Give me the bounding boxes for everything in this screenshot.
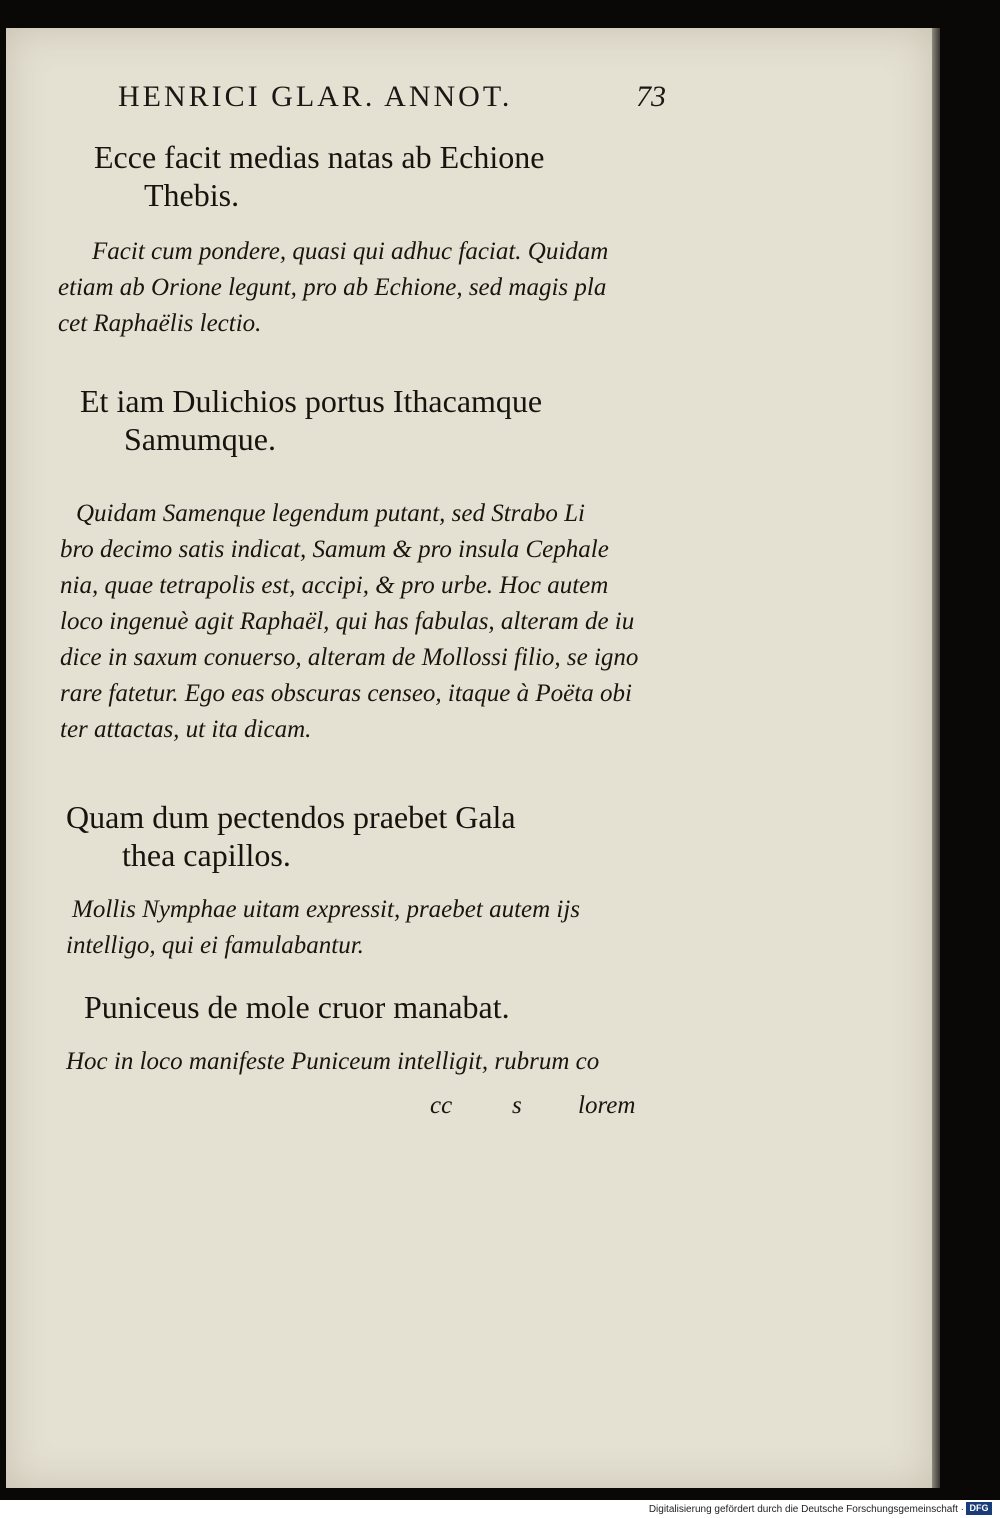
- gloss-3: [66, 892, 580, 964]
- lemma-line: Et iam Dulichios portus Ithacamque: [80, 383, 543, 419]
- lemma-3: [66, 798, 516, 874]
- gloss-line: Hoc in loco manifeste Puniceum intelligit, rubrum co: [66, 1048, 600, 1075]
- page-edge: [932, 28, 940, 1488]
- gloss-line: cet Raphaëlis lectio.: [58, 310, 262, 337]
- gloss-line: Mollis Nymphae uitam expressit, praebet autem ijs: [72, 896, 581, 923]
- gloss-line: ter attactas, ut ita dicam.: [60, 716, 312, 743]
- catchword-3: lorem: [578, 1092, 636, 1119]
- lemma-1: [94, 138, 544, 214]
- gloss-line: etiam ab Orione legunt, pro ab Echione, sed magis pla: [58, 274, 607, 301]
- gloss-1: [58, 234, 608, 342]
- gloss-line: rare fatetur. Ego eas obscuras censeo, itaque à Poëta obi: [60, 680, 632, 707]
- lemma-2: [80, 382, 542, 458]
- lemma-line: Ecce facit medias natas ab Echione: [94, 139, 545, 175]
- dfg-logo: DFG: [966, 1502, 992, 1515]
- lemma-line: thea capillos.: [122, 837, 291, 873]
- running-title: HENRICI GLAR. ANNOT.: [118, 80, 513, 113]
- gloss-line: Quidam Samenque legendum putant, sed Strabo Li: [76, 500, 585, 527]
- catchword-2: s: [512, 1092, 522, 1119]
- gloss-4: [66, 1044, 599, 1080]
- lemma-line: Quam dum pectendos praebet Gala: [66, 799, 516, 835]
- gloss-line: Facit cum pondere, quasi qui adhuc faciat. Quidam: [92, 238, 609, 265]
- lemma-4: [84, 988, 510, 1026]
- gloss-line: loco ingenuè agit Raphaël, qui has fabulas, alteram de iu: [60, 608, 635, 635]
- catchword-1: cc: [430, 1092, 453, 1119]
- lemma-line: Samumque.: [124, 421, 276, 457]
- gloss-line: bro decimo satis indicat, Samum & pro insula Cephale: [60, 536, 609, 563]
- gloss-line: dice in saxum conuerso, alteram de Mollossi filio, se igno: [60, 644, 639, 671]
- gloss-2: [60, 496, 638, 748]
- lemma-line: Puniceus de mole cruor manabat.: [84, 989, 510, 1025]
- page-number: 73: [636, 80, 666, 113]
- gloss-line: nia, quae tetrapolis est, accipi, & pro urbe. Hoc autem: [60, 572, 609, 599]
- gloss-line: intelligo, qui ei famulabantur.: [66, 932, 364, 959]
- lemma-line: Thebis.: [144, 177, 240, 213]
- digitization-credit: Digitalisierung gefördert durch die Deutsche Forschungsgemeinschaft ·: [648, 1504, 964, 1515]
